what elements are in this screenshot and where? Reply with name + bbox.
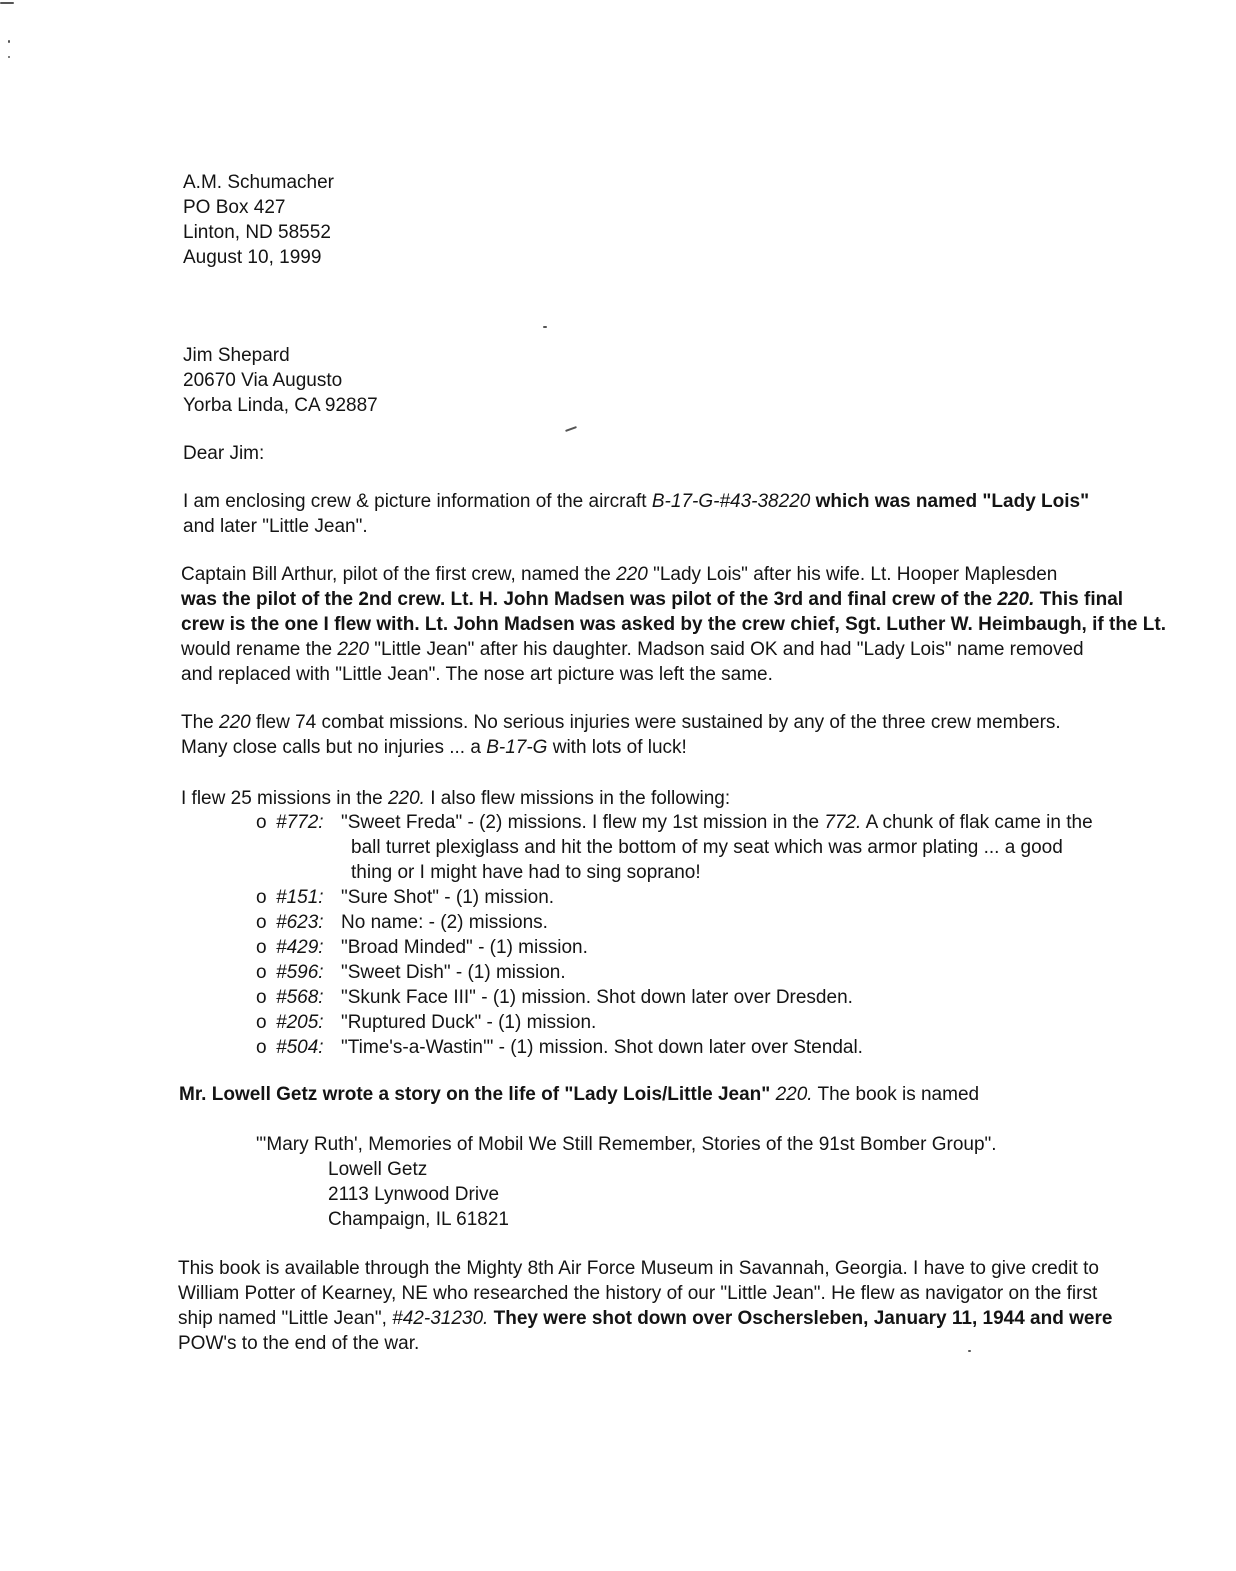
- p2-text: Captain Bill Arthur, pilot of the first crew, named the: [181, 564, 617, 585]
- p3-text: with lots of luck!: [547, 737, 687, 758]
- aircraft-number: #504:: [276, 1037, 324, 1058]
- aircraft-number: 220.: [775, 1084, 813, 1105]
- p3-line-2: [181, 735, 1061, 760]
- p2-text: would rename the: [181, 639, 338, 660]
- missions-list: [256, 810, 1156, 1060]
- p6-text: They were shot down over Oschersleben, January 11, 1944 and were: [488, 1308, 1113, 1329]
- list-item: [256, 810, 1156, 885]
- recipient-city: Yorba Linda, CA 92887: [183, 395, 378, 416]
- p1-line-1: [183, 489, 1089, 514]
- p1-text-a: I am enclosing crew & picture information of the aircraft: [183, 491, 652, 512]
- aircraft-number: #151:: [276, 887, 324, 908]
- book-author: Lowell Getz: [328, 1159, 428, 1180]
- aircraft-number: #772:: [276, 812, 324, 833]
- p3-text: The: [181, 712, 220, 733]
- p6-line-1: This book is available through the Mighty 8th Air Force Museum in Savannah, Georgia. I have to give credit to: [178, 1258, 1099, 1279]
- p5-text: The book is named: [812, 1084, 980, 1105]
- mission-text: "Broad Minded" - (1) mission.: [341, 937, 588, 958]
- bullet: o: [256, 962, 267, 983]
- p3-text: flew 74 combat missions. No serious injuries were sustained by any of the three crew members.: [250, 712, 1061, 733]
- scan-speck: [8, 40, 10, 43]
- bullet: o: [256, 912, 267, 933]
- mission-text: A chunk of flak came in the: [861, 812, 1093, 833]
- bullet: o: [256, 1012, 267, 1033]
- bullet: o: [256, 812, 267, 833]
- book-title: "'Mary Ruth', Memories of Mobil We Still Remember, Stories of the 91st Bomber Group".: [256, 1134, 997, 1155]
- p4-text: I also flew missions in the following:: [424, 788, 731, 809]
- p5-text: Mr. Lowell Getz wrote a story on the life of "Lady Lois/Little Jean": [179, 1084, 776, 1105]
- aircraft-number: #623:: [276, 912, 324, 933]
- mission-text: "Time's-a-Wastin'" - (1) mission. Shot down later over Stendal.: [341, 1037, 863, 1058]
- p5-line-1: [179, 1082, 979, 1107]
- p3-line-1: [181, 710, 1061, 735]
- greeting-text: Dear Jim:: [183, 443, 265, 464]
- aircraft-number: #568:: [276, 987, 324, 1008]
- paragraph-3: [181, 710, 1061, 760]
- scan-speck: [0, 2, 14, 4]
- aircraft-number: #429:: [276, 937, 324, 958]
- list-item: [256, 935, 1156, 960]
- aircraft-model: B-17-G: [486, 737, 548, 758]
- sender-address: PO Box 427: [183, 197, 286, 218]
- p2-line-3: crew is the one I flew with. Lt. John Madsen was asked by the crew chief, Sgt. Luther W. Heimbaugh, if the Lt.: [181, 614, 1166, 635]
- bullet: o: [256, 1037, 267, 1058]
- aircraft-number: 772.: [824, 812, 862, 833]
- aircraft-id: B-17-G-#43-38220: [651, 491, 811, 512]
- list-item: [256, 985, 1156, 1010]
- list-item: [256, 1035, 1156, 1060]
- p2-text: "Lady Lois" after his wife. Lt. Hooper Maplesden: [647, 564, 1058, 585]
- paragraph-1: [183, 489, 1089, 539]
- sender-city: Linton, ND 58552: [183, 222, 331, 243]
- greeting: [183, 441, 264, 466]
- p6-text: ship named "Little Jean",: [178, 1308, 393, 1329]
- sender-name: A.M. Schumacher: [183, 172, 334, 193]
- p4-text: I flew 25 missions in the: [181, 788, 388, 809]
- aircraft-number: 220.: [387, 788, 425, 809]
- p6-line-2: William Potter of Kearney, NE who researched the history of our "Little Jean". He flew as navigator on the first: [178, 1283, 1098, 1304]
- paragraph-4: [181, 786, 730, 811]
- aircraft-number: #42-31230.: [392, 1308, 489, 1329]
- p6-line-4: POW's to the end of the war.: [178, 1333, 420, 1354]
- aircraft-number: #205:: [276, 1012, 324, 1033]
- p2-line-2: [181, 587, 1166, 612]
- p2-line-5: and replaced with "Little Jean". The nose art picture was left the same.: [181, 664, 773, 685]
- mission-text: "Ruptured Duck" - (1) mission.: [341, 1012, 597, 1033]
- aircraft-number: 220: [616, 564, 648, 585]
- p2-text: was the pilot of the 2nd crew. Lt. H. John Madsen was pilot of the 3rd and final crew of the: [181, 589, 998, 610]
- scan-speck: [565, 426, 577, 432]
- book-city: Champaign, IL 61821: [328, 1209, 509, 1230]
- mission-text: "Skunk Face III" - (1) mission. Shot down later over Dresden.: [341, 987, 853, 1008]
- book-block: [256, 1132, 997, 1232]
- p4-line-1: [181, 786, 730, 811]
- recipient-block: [183, 343, 378, 418]
- p2-line-1: [181, 562, 1166, 587]
- aircraft-number: 220: [337, 639, 370, 660]
- mission-text: "Sweet Freda" - (2) missions. I flew my 1st mission in the: [341, 812, 825, 833]
- list-item: [256, 1010, 1156, 1035]
- scan-speck: [968, 1350, 971, 1352]
- p2-text: This final: [1034, 589, 1124, 610]
- bullet: o: [256, 937, 267, 958]
- bullet: o: [256, 987, 267, 1008]
- p1-text-b: which was named "Lady Lois": [810, 491, 1090, 512]
- p3-text: Many close calls but no injuries ... a: [181, 737, 487, 758]
- list-item: [256, 960, 1156, 985]
- list-item: [256, 885, 1156, 910]
- mission-text: "Sure Shot" - (1) mission.: [341, 887, 555, 908]
- recipient-name: Jim Shepard: [183, 345, 290, 366]
- p1-line-2: and later "Little Jean".: [183, 516, 368, 537]
- letter-date: August 10, 1999: [183, 247, 322, 268]
- aircraft-number: 220: [219, 712, 251, 733]
- recipient-address: 20670 Via Augusto: [183, 370, 343, 391]
- paragraph-6: [178, 1256, 1112, 1356]
- scan-speck: [8, 56, 10, 58]
- mission-continuation: thing or I might have had to sing soprano!: [351, 862, 701, 883]
- mission-text: "Sweet Dish" - (1) mission.: [341, 962, 566, 983]
- p2-line-4: [181, 637, 1166, 662]
- mission-text: No name: - (2) missions.: [341, 912, 548, 933]
- book-address: 2113 Lynwood Drive: [328, 1184, 500, 1205]
- aircraft-number: 220.: [997, 589, 1035, 610]
- sender-block: [183, 170, 334, 270]
- mission-line: [341, 810, 1093, 835]
- aircraft-number: #596:: [276, 962, 324, 983]
- list-item: [256, 910, 1156, 935]
- p6-line-3: [178, 1306, 1112, 1331]
- p2-text: "Little Jean" after his daughter. Madson said OK and had "Lady Lois" name removed: [369, 639, 1084, 660]
- mission-continuation: ball turret plexiglass and hit the bottom of my seat which was armor plating ... a good: [351, 837, 1063, 858]
- paragraph-2: [181, 562, 1166, 687]
- paragraph-5: [179, 1082, 979, 1107]
- bullet: o: [256, 887, 267, 908]
- scan-speck: [543, 326, 547, 328]
